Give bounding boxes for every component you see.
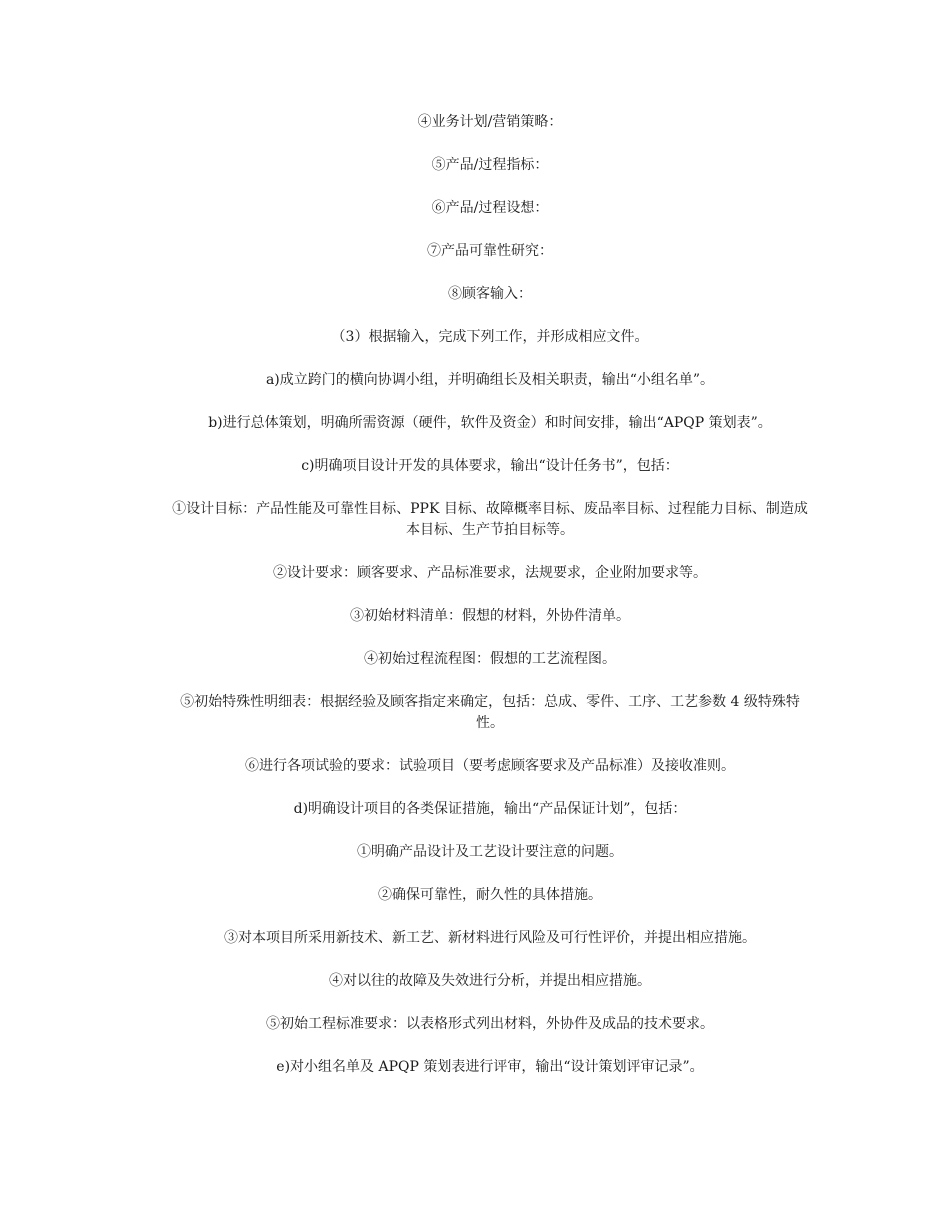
paragraph-reliability-measures: ②确保可靠性，耐久性的具体措施。: [378, 887, 602, 903]
paragraph-initial-process-flow: ④初始过程流程图：假想的工艺流程图。: [364, 651, 616, 667]
paragraph-failure-analysis: ④对以往的故障及失效进行分析，并提出相应措施。: [329, 973, 651, 989]
paragraph-item-d: d)明确设计项目的各类保证措施，输出“产品保证计划”，包括：: [293, 801, 687, 817]
paragraph-customer-input: ⑧顾客输入：: [448, 286, 532, 302]
paragraph-design-requirements: ②设计要求：顾客要求、产品标准要求，法规要求，企业附加要求等。: [273, 565, 707, 581]
paragraph-engineering-standards: ⑤初始工程标准要求：以表格形式列出材料，外协件及成品的技术要求。: [266, 1016, 714, 1032]
paragraph-item-a: a)成立跨门的横向协调小组，并明确组长及相关职责，输出“小组名单”。: [265, 372, 715, 388]
paragraph-special-characteristics: ⑤初始特殊性明细表：根据经验及顾客指定来确定，包括：总成、零件、工序、工艺参数 4 级特殊特性。: [180, 694, 800, 731]
paragraph-reliability-study: ⑦产品可靠性研究：: [427, 243, 553, 259]
paragraph-product-process-indicators: ⑤产品/过程指标：: [431, 157, 549, 173]
paragraph-test-requirements: ⑥进行各项试验的要求：试验项目（要考虑顾客要求及产品标准）及接收准则。: [245, 758, 735, 774]
paragraph-section-3: （3）根据输入，完成下列工作，并形成相应文件。: [331, 329, 649, 345]
paragraph-product-process-assumptions: ⑥产品/过程设想：: [431, 200, 549, 216]
paragraph-item-b: b)进行总体策划，明确所需资源（硬件，软件及资金）和时间安排，输出“APQP 策划表”。: [208, 415, 772, 431]
paragraph-initial-bom: ③初始材料清单：假想的材料，外协件清单。: [350, 608, 630, 624]
paragraph-business-plan: ④业务计划/营销策略：: [417, 114, 563, 130]
document-body: [170, 112, 810, 1100]
paragraph-item-c: c)明确项目设计开发的具体要求，输出“设计任务书”，包括：: [301, 458, 679, 474]
paragraph-item-e: e)对小组名单及 APQP 策划表进行评审，输出“设计策划评审记录”。: [276, 1059, 704, 1075]
paragraph-risk-evaluation: ③对本项目所采用新技术、新工艺、新材料进行风险及可行性评价，并提出相应措施。: [224, 930, 756, 946]
paragraph-design-goals: ①设计目标：产品性能及可靠性目标、PPK 目标、故障概率目标、废品率目标、过程能力目标、制造成本目标、生产节拍目标等。: [172, 501, 808, 538]
paragraph-design-issues: ①明确产品设计及工艺设计要注意的问题。: [357, 844, 623, 860]
